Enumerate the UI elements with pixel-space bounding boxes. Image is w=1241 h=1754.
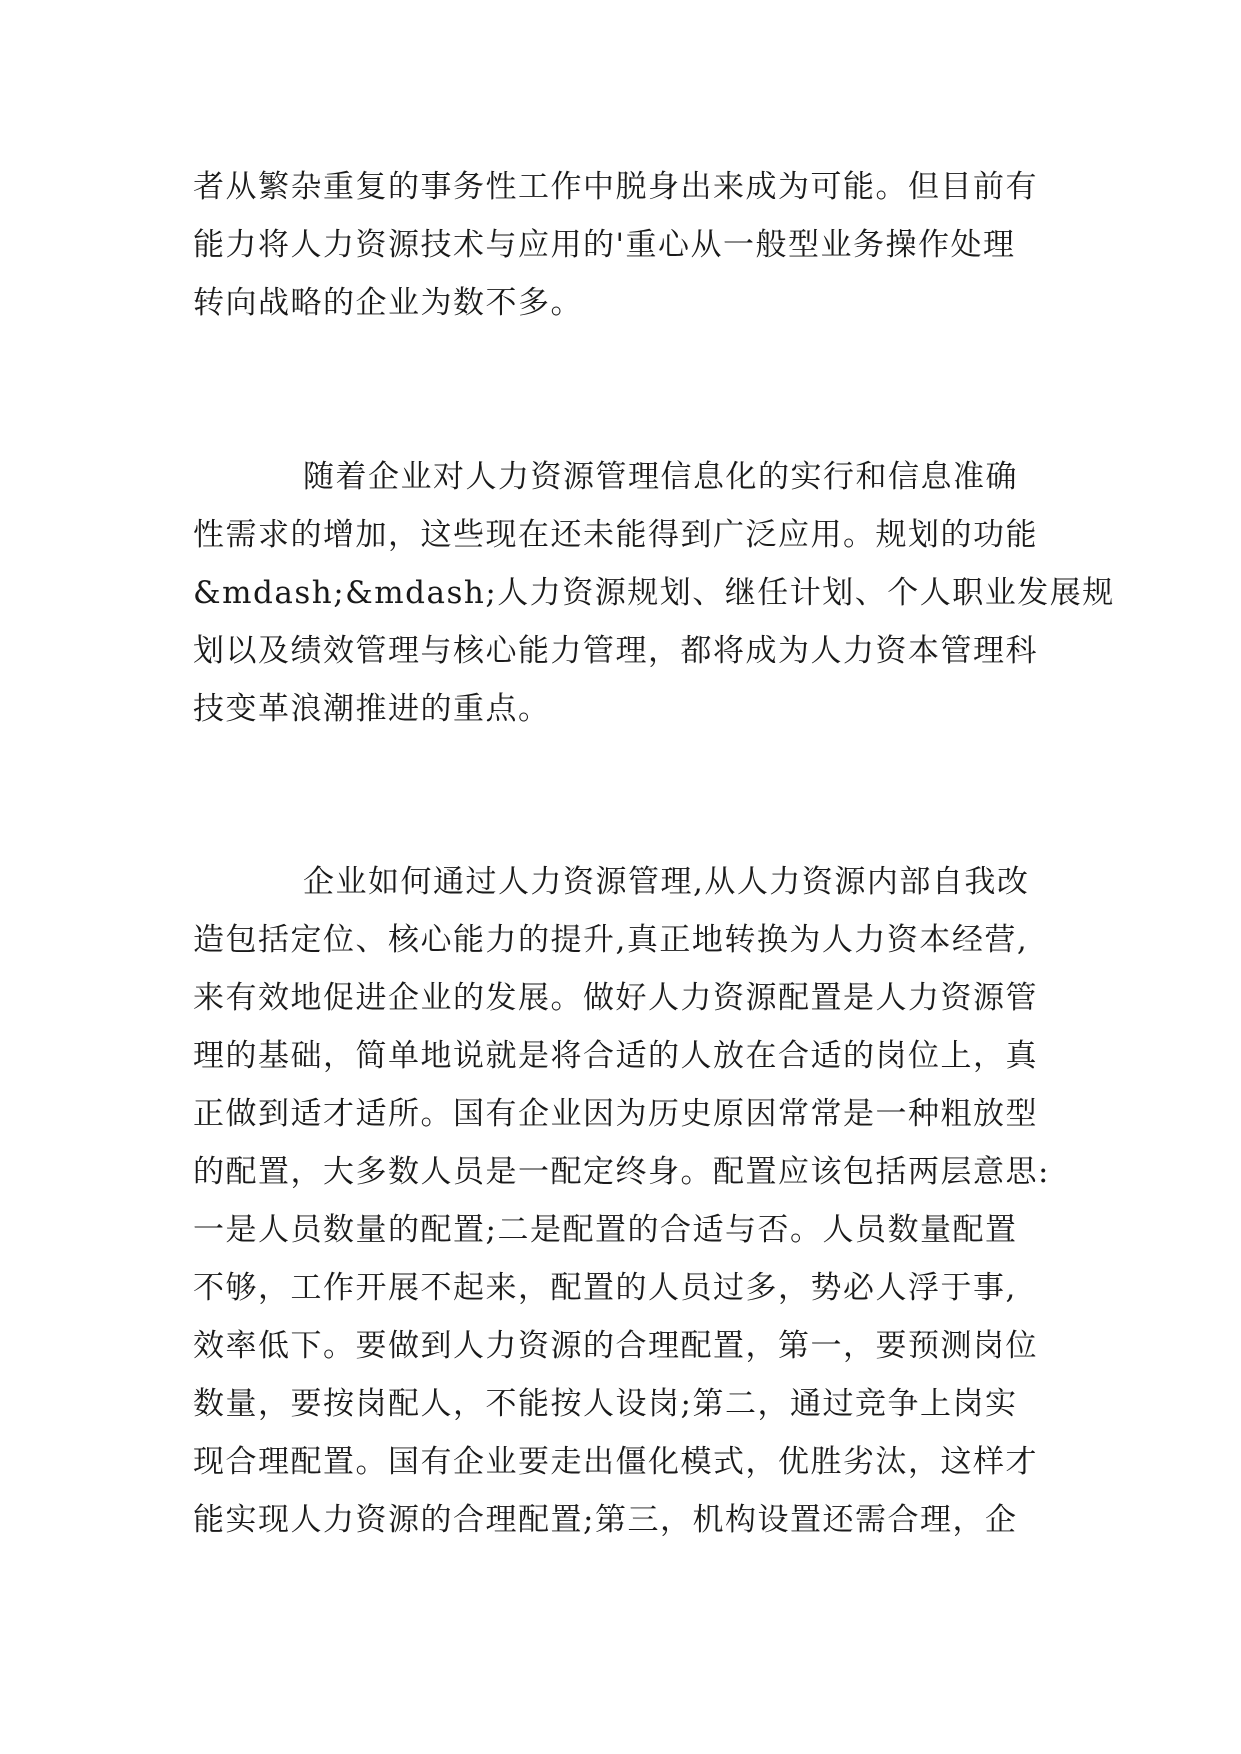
- text-line: 数量，要按岗配人，不能按人设岗;第二，通过竞争上岗实: [193, 1386, 1018, 1422]
- text-line: 造包括定位、核心能力的提升,真正地转换为人力资本经营,: [193, 922, 1029, 958]
- paragraph-1: [193, 158, 1063, 332]
- text-line: 正做到适才适所。国有企业因为历史原因常常是一种粗放型: [193, 1096, 1038, 1132]
- text-line: 理的基础，简单地说就是将合适的人放在合适的岗位上，真: [193, 1038, 1038, 1074]
- text-line: 来有效地促进企业的发展。做好人力资源配置是人力资源管: [193, 980, 1038, 1016]
- text-line: &mdash;&mdash;人力资源规划、继任计划、个人职业发展规: [193, 575, 1115, 611]
- text-line: 性需求的增加，这些现在还未能得到广泛应用。规划的功能: [193, 517, 1038, 553]
- text-line: 不够，工作开展不起来，配置的人员过多，势必人浮于事,: [193, 1270, 1017, 1306]
- text-line: 技变革浪潮推进的重点。: [193, 691, 551, 727]
- text-line: 企业如何通过人力资源管理,从人力资源内部自我改: [303, 864, 1030, 900]
- paragraph-3: [193, 853, 1063, 1549]
- text-line: 能力将人力资源技术与应用的'重心从一般型业务操作处理: [193, 227, 1016, 263]
- text-line: 的配置，大多数人员是一配定终身。配置应该包括两层意思:: [193, 1154, 1050, 1190]
- text-line: 转向战略的企业为数不多。: [193, 285, 583, 321]
- text-line: 能实现人力资源的合理配置;第三，机构设置还需合理，企: [193, 1502, 1018, 1538]
- text-line: 现合理配置。国有企业要走出僵化模式，优胜劣汰，这样才: [193, 1444, 1038, 1480]
- text-line: 随着企业对人力资源管理信息化的实行和信息准确: [303, 459, 1018, 495]
- text-line: 划以及绩效管理与核心能力管理，都将成为人力资本管理科: [193, 633, 1038, 669]
- text-line: 一是人员数量的配置;二是配置的合适与否。人员数量配置: [193, 1212, 1018, 1248]
- text-line: 效率低下。要做到人力资源的合理配置，第一，要预测岗位: [193, 1328, 1038, 1364]
- paragraph-2: [193, 448, 1115, 738]
- text-line: 者从繁杂重复的事务性工作中脱身出来成为可能。但目前有: [193, 169, 1038, 205]
